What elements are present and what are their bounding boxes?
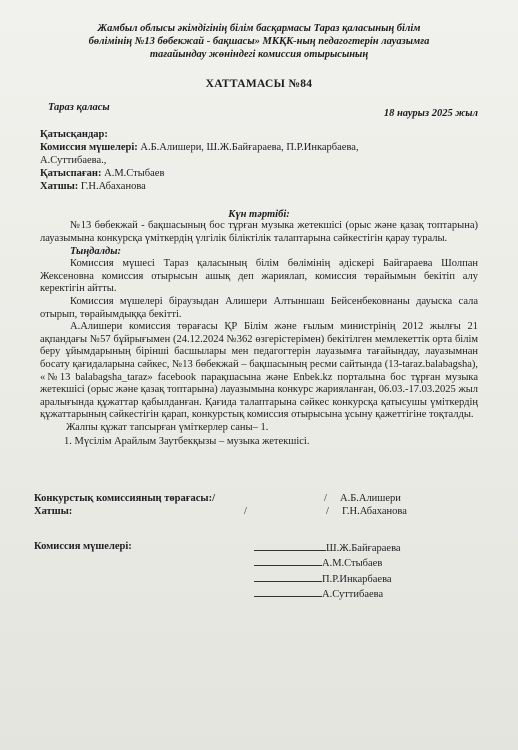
member-sign-line — [254, 571, 401, 587]
absent-value: А.М.Стыбаев — [101, 168, 165, 179]
members-present-label: Комиссия мүшелері: — [40, 142, 138, 153]
header-line-1: Жамбыл облысы әкімдігінің білім басқармасы Тараз қаласының білім — [97, 23, 421, 34]
date: 18 наурыз 2025 жыл — [383, 108, 478, 119]
place: Тараз қаласы — [48, 102, 110, 113]
members-present-value-cont: А.Суттибаева., — [40, 155, 107, 166]
secretary-value: Г.Н.Абаханова — [78, 181, 146, 192]
listened-heading: Тыңдалды: — [70, 246, 121, 258]
members-signatures — [34, 540, 478, 604]
secretary-row — [40, 180, 478, 193]
secretary-sign-name: Г.Н.Абаханова — [342, 505, 407, 517]
members-present-row — [40, 141, 478, 154]
document-title: ХАТТАМАСЫ №84 — [205, 78, 313, 90]
member-name: А.М.Стыбаев — [322, 558, 383, 569]
header-line-3: тағайындау жөніндегі комиссия отырысының — [149, 49, 369, 60]
member-sign-line — [254, 586, 401, 602]
applicants-count: Жалпы құжат тапсырған үміткерлер саны– 1. — [66, 421, 269, 433]
secretary-slash-2: / — [326, 505, 329, 517]
members-present-value: А.Б.Алишери, Ш.Ж.Байғараева, П.Р.Инкарбаева, — [137, 142, 359, 153]
member-sign-line — [254, 555, 401, 571]
member-sign-line — [254, 540, 401, 556]
chair-name: А.Б.Алишери — [340, 492, 401, 504]
secretary-slash-1: / — [244, 505, 247, 517]
chair-signature-row — [34, 492, 478, 505]
signature-line — [254, 540, 326, 551]
member-name: А.Суттибаева — [322, 589, 384, 600]
members-sign-list — [254, 540, 401, 602]
chair-label: Конкурстық комиссияның төрағасы:/ — [34, 492, 215, 504]
place-date-row — [40, 102, 478, 120]
chair-slash: / — [324, 492, 327, 504]
agenda-title: Күн тәртібі: — [228, 209, 290, 220]
listened-paragraph-1: Комиссия мүшесі Тараз қаласының білім бөлімінің әдіскері Байгараева Шолпан Жексеновна комиссия отырысын ашық деп жариялап, комиссия төрайымын бекітіп алу керектігін айтты. — [40, 258, 478, 295]
secretary-signature-row — [34, 505, 478, 518]
listened-paragraph-2: Комиссия мүшелері біраузыдан Алишери Алтыншаш Бейсенбековнаны дауыска сала отырып, төрайымдыққа бекітті. — [40, 295, 478, 320]
header-line-2: бөлімінің №13 бөбекжай - бақшасы» МКҚК-ның педагогтерін лауазымға — [88, 36, 430, 47]
applicant-item: 1. Мүсілім Арайлым Заутбекқызы – музыка жетекшісі. — [64, 435, 310, 447]
document-header — [48, 22, 470, 61]
absent-row — [40, 167, 478, 180]
signature-line — [254, 571, 322, 582]
member-name: П.Р.Инкарбаева — [322, 573, 392, 585]
agenda-text: №13 бөбекжай - бақшасының бос тұрған музыка жетекшісі (орыс және қазақ топтарына) лауазымына конкурсқа үміткердің үлгілік біліктілік талаптарына сәйкестігін қарау туралы. — [40, 220, 478, 244]
participants-heading: Қатысқандар: — [40, 129, 108, 140]
signature-line — [254, 555, 322, 566]
member-name: Ш.Ж.Байғараева — [326, 542, 401, 554]
secretary-sign-label: Хатшы: — [34, 505, 73, 517]
signature-line — [254, 586, 322, 597]
absent-label: Қатыспаған: — [40, 168, 102, 179]
members-sign-label: Комиссия мүшелері: — [34, 540, 132, 552]
listened-paragraph-3: А.Алишери комиссия төрағасы ҚР Білім және ғылым министрінің 2012 жылғы 21 ақпандағы №57 бұйрығымен (24.12.2024 №362 өзгерістерімен) бекітілген мемлекеттік орта білім беру ұйымдарының бірінші басшылары мен педагогтерін лауазымға тағайындау, лауазымнан босату қағидаларына сәйкес, №13 бөбекжай – бақшасының ресми сайтында (13-taraz.balabagsha), «№13 balabagsha_taraz» facebook парақшасына және Enbek.kz порталына бос тұрған музыка жетекшісі (орыс және қазақ топтарына) лауазымына конкурс жарияланған, 06.03.-17.03.2025 жыл аралығында құжаттар қабылданған. Қағида талаптарына сәйкес конкурсқа қатысушы үміткердің құжаттарының сәйкестігін қарап, конкурстық комиссия отырысына ұсыну қажеттігіне тоқталды. — [40, 321, 478, 421]
participants-block — [40, 128, 478, 193]
secretary-label: Хатшы: — [40, 181, 79, 192]
